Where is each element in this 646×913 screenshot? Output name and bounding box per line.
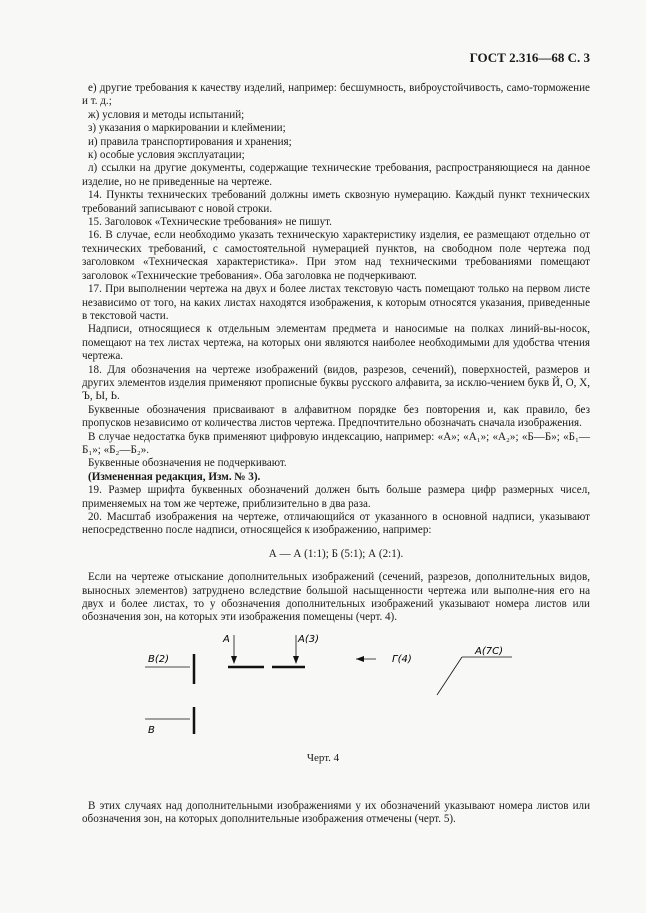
- label-a: А: [223, 634, 230, 645]
- page-header: ГОСТ 2.316—68 С. 3: [469, 50, 590, 65]
- label-a7c: А(7С): [475, 646, 503, 657]
- arrow-head: [293, 656, 299, 664]
- paragraph: ж) условия и методы испытаний;: [88, 108, 245, 121]
- paragraph: 19. Размер шрифта буквенных обозначений должен быть больше размера цифр размерных чисел, применяемых на том же чертеже, приблизительно в два раза.: [82, 484, 590, 510]
- paragraph: Если на чертеже отыскание дополнительных изображений (сечений, разрезов, дополнительных видов, выносных элементов) затруднено вследствие большой насыщенности чертежа или выполне-ния его на двух и более листах, то у обозначения дополнительных изображений указывают номера листов или обозначения зон, на которых эти изображения помещены (черт. 4).: [82, 571, 590, 624]
- bottom-paragraph: [82, 800, 590, 827]
- amendment-note: (Измененная редакция, Изм. № 3).: [88, 470, 261, 483]
- drawing-4: [140, 630, 520, 750]
- paragraph: з) указания о маркировании и клеймении;: [88, 122, 286, 135]
- paragraph: В случае недостатка букв применяют цифровую индексацию, например: «А»; «А₁»; «А₂»; «Б—Б»; «Б₁—Б₁»; «Б₂—Б₂».: [82, 430, 590, 456]
- scale-formula: А — А (1:1); Б (5:1); А (2:1).: [268, 547, 404, 560]
- arrow-head: [231, 656, 237, 664]
- arrow-head: [356, 656, 364, 662]
- paragraph: е) другие требования к качеству изделий, например: бесшумность, виброустойчивость, само-торможение и т. д.;: [82, 82, 590, 108]
- paragraph: В этих случаях над дополнительными изображениями у их обозначений указывают номера листов или обозначения зон, на которых дополнительные изображения отмечены (черт. 5).: [82, 800, 590, 826]
- paragraph: Надписи, относящиеся к отдельным элементам предмета и наносимые на полках линий-вы-носок, помещают на тех листах чертежа, на которых они являются наиболее необходимыми для удобства чтения чертежа.: [82, 323, 590, 363]
- label-a3: А(3): [298, 634, 320, 645]
- paragraph: 18. Для обозначения на чертеже изображений (видов, разрезов, сечений), поверхностей, размеров и других элементов изделия применяют прописные буквы русского алфавита, за исклю-чением букв Й, О, Х, Ъ, Ы, Ь.: [82, 363, 590, 403]
- paragraph: и) правила транспортирования и хранения;: [88, 135, 292, 148]
- label-g4: Г(4): [392, 654, 412, 665]
- paragraph: л) ссылки на другие документы, содержащие технические требования, распространяющиеся на данное изделие, но не приведенные на чертеже.: [82, 162, 590, 188]
- paragraph: 16. В случае, если необходимо указать техническую характеристику изделия, ее размещают отдельно от технических требований, с самостоятельной нумерацией пунктов, на свободном поле чертежа под заголовком «Техническая характеристика». При этом над техническими требованиями помещают заголовок «Технические требования». Оба заголовка не подчеркивают.: [82, 229, 590, 282]
- paragraph: 15. Заголовок «Технические требования» не пишут.: [88, 216, 332, 229]
- paragraph: Буквенные обозначения присваивают в алфавитном порядке без повторения и, как правило, без пропусков независимо от количества листов чертежа. Предпочтительно обозначать сначала изображения.: [82, 403, 590, 430]
- paragraph: 20. Масштаб изображения на чертеже, отличающийся от указанного в основной надписи, указывают непосредственно после надписи, относящейся к изображению, например:: [82, 511, 590, 537]
- paragraph: к) особые условия эксплуатации;: [88, 149, 245, 162]
- main-text: [82, 82, 590, 625]
- paragraph: 14. Пункты технических требований должны иметь сквозную нумерацию. Каждый пункт технических требований записывают с новой строки.: [82, 189, 590, 215]
- paragraph: Буквенные обозначения не подчеркивают.: [88, 457, 287, 470]
- label-v2: В(2): [148, 654, 170, 665]
- label-v: В: [148, 725, 155, 736]
- figure-caption: Черт. 4: [306, 752, 340, 764]
- leader-line: [437, 657, 462, 695]
- paragraph: 17. При выполнении чертежа на двух и более листах текстовую часть помещают только на первом листе независимо от того, на каких листах находятся изображения, к которым относятся указания, приведенные в текстовой части.: [82, 283, 590, 322]
